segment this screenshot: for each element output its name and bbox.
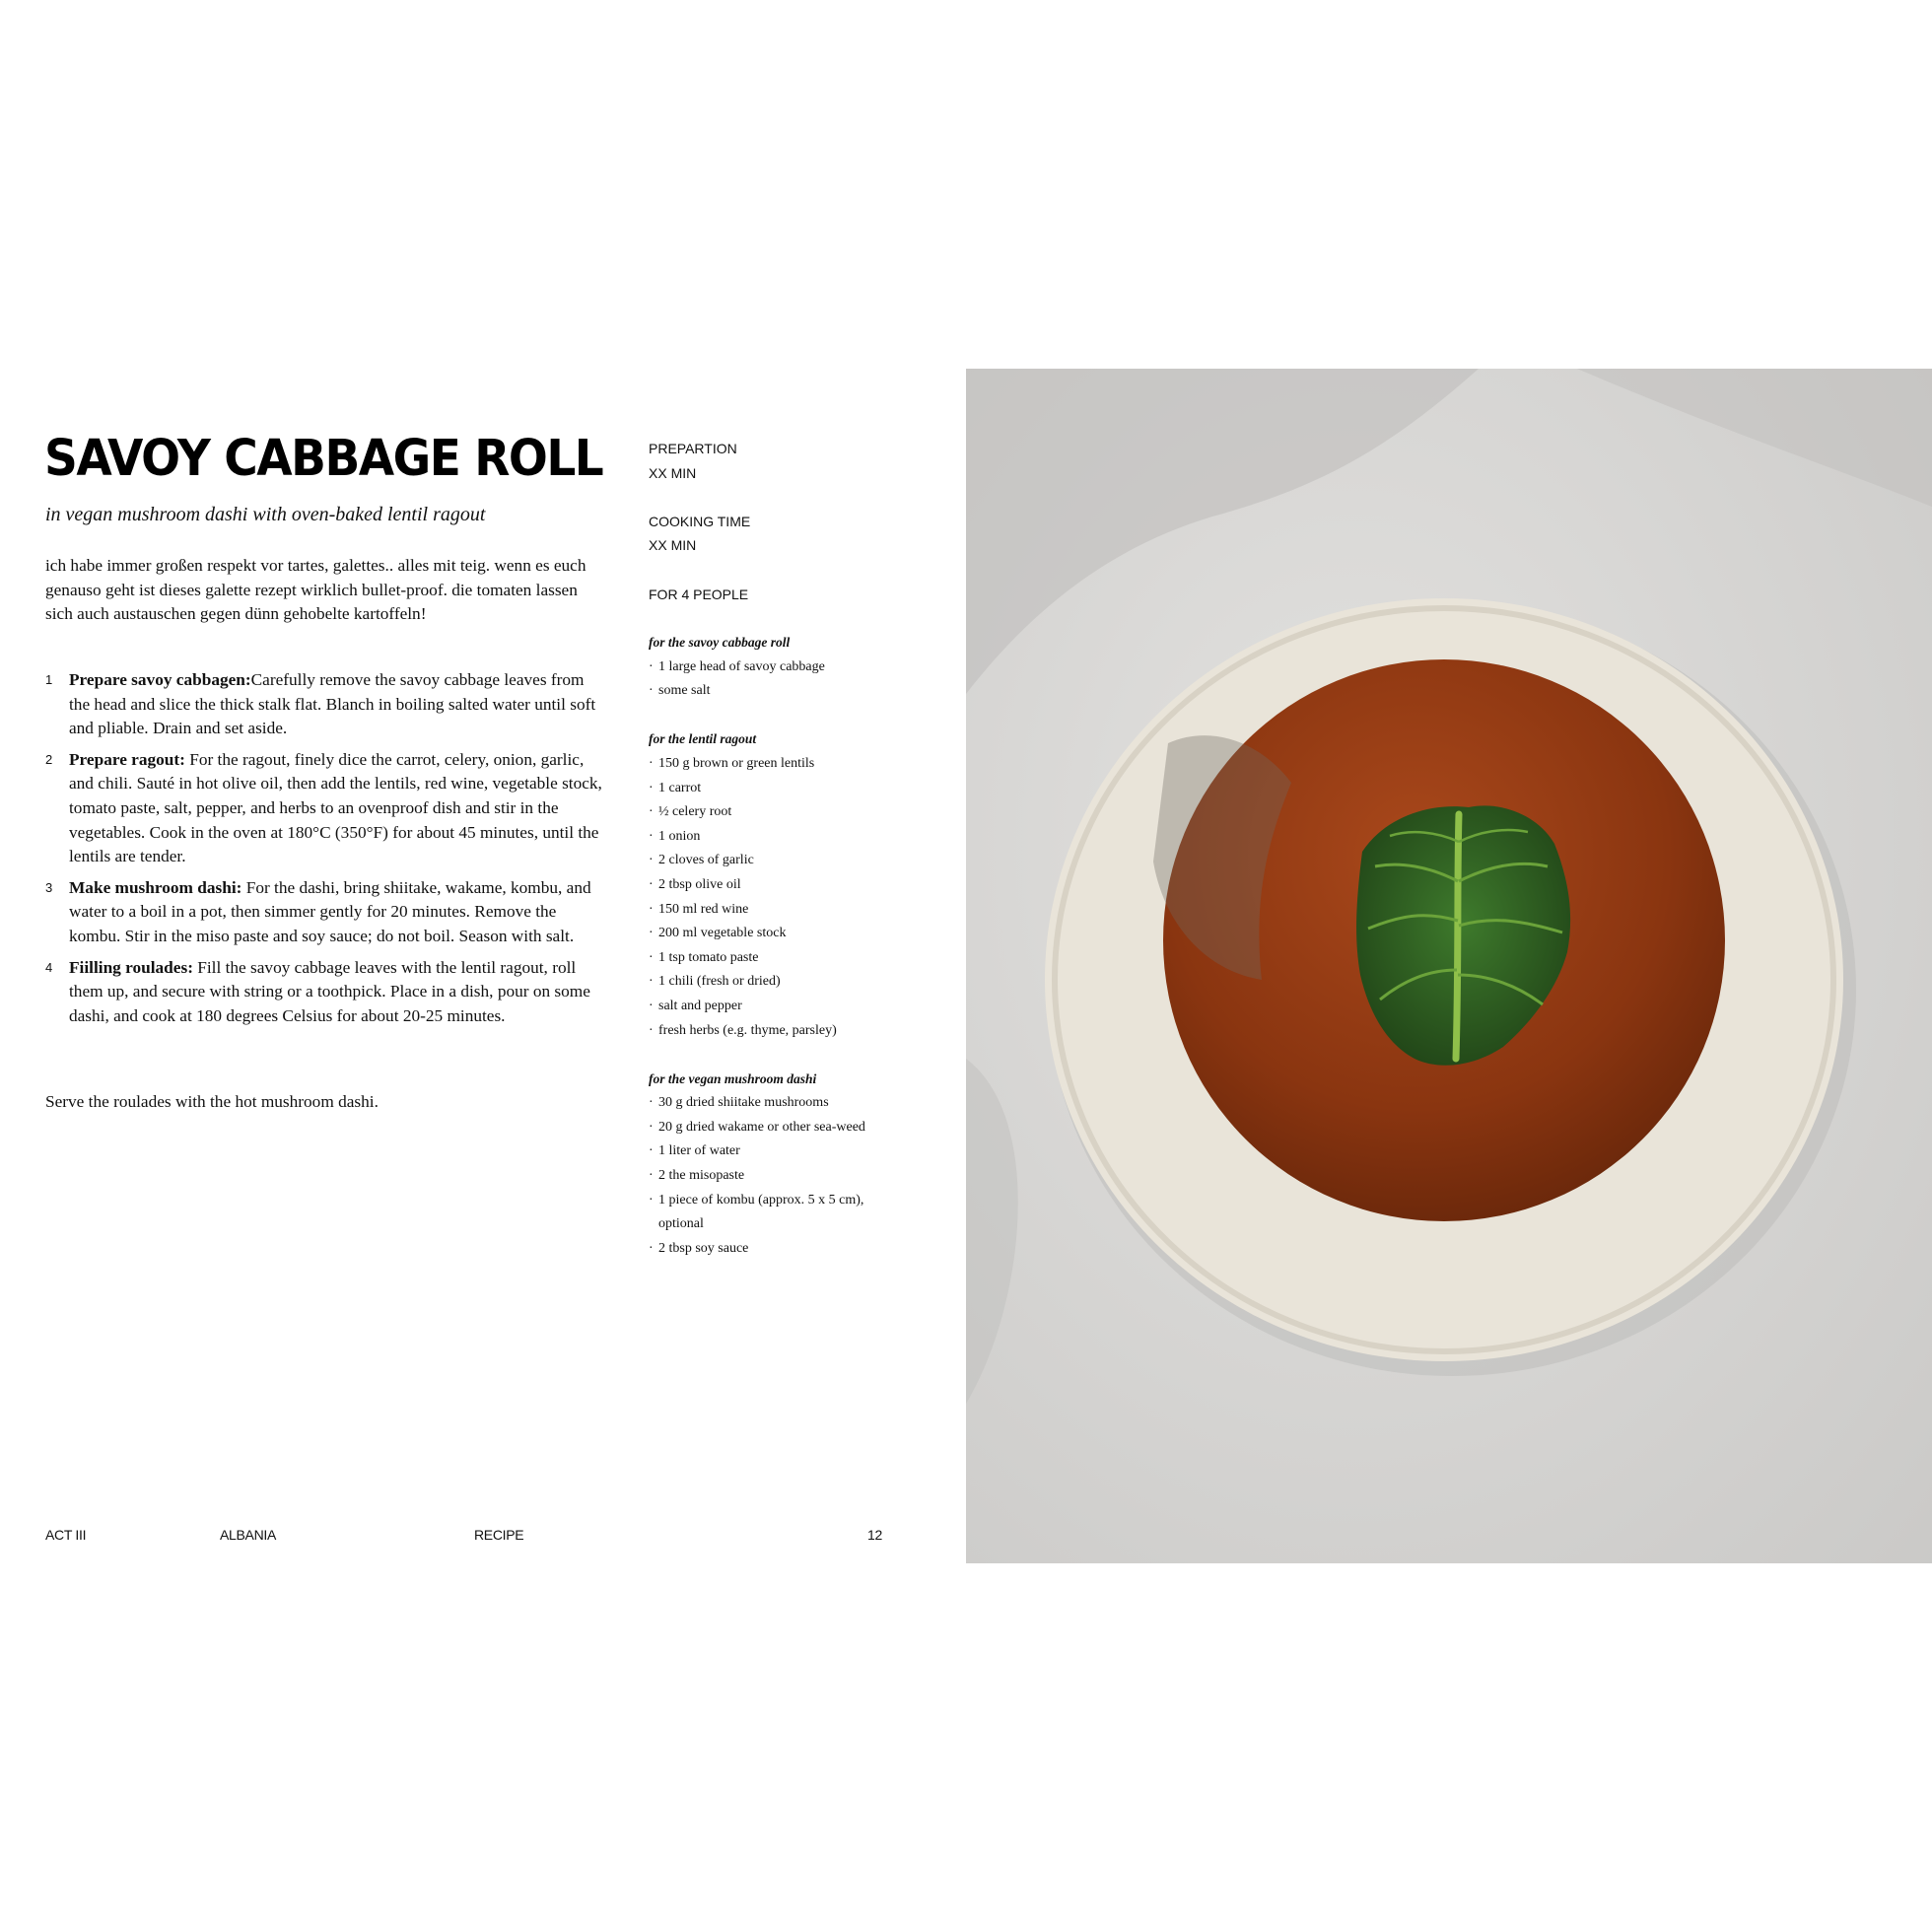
step-text: For the dashi, bring shiitake, wakame, kombu, and water to a boil in a pot, then simmer gently for 20 minutes. Remove the kombu. Stir in the miso paste and soy sauce; do not boil. Season with salt. [69, 877, 591, 945]
cook-value: XX MIN [649, 537, 697, 554]
ingredient-item: · 2 tbsp soy sauce [649, 1237, 895, 1262]
step-title: Prepare savoy cabbagen: [69, 670, 251, 689]
ingredient-item: · 1 carrot [649, 777, 895, 801]
ingredient-item: · 200 ml vegetable stock [649, 922, 895, 946]
savoy-cabbage-roll-photo [966, 369, 1932, 1563]
ingredient-item: · 150 g brown or green lentils [649, 752, 895, 777]
ingredient-group-heading: for the vegan mushroom dashi [649, 1070, 817, 1086]
page-number: 12 [867, 1527, 882, 1543]
ingredient-item: · 2 tbsp olive oil [649, 873, 895, 898]
ingredient-group-heading: for the lentil ragout [649, 731, 757, 747]
ingredient-item: · 150 ml red wine [649, 898, 895, 923]
ingredient-item: · fresh herbs (e.g. thyme, parsley) [649, 1019, 895, 1044]
recipe-subtitle: in vegan mushroom dashi with oven-baked lentil ragout [45, 504, 486, 525]
photo-svg [966, 369, 1932, 1563]
ingredient-item: · salt and pepper [649, 995, 895, 1019]
step-title: Make mushroom dashi: [69, 877, 242, 897]
ingredient-item: · ½ celery root [649, 800, 895, 825]
recipe-step [45, 876, 607, 949]
prep-value: XX MIN [649, 464, 697, 481]
footer-act: ACT III [45, 1527, 87, 1543]
ingredient-item: · 1 liter of water [649, 1139, 895, 1164]
ingredient-group [649, 631, 895, 704]
recipe-step [45, 668, 607, 741]
recipe-page [0, 365, 966, 1565]
recipe-step [45, 748, 607, 869]
ingredient-item: · 2 cloves of garlic [649, 849, 895, 873]
step-text: For the ragout, finely dice the carrot, celery, onion, garlic, and chili. Sauté in hot olive oil, then add the lentils, red wine, vegetable stock, tomato paste, salt, pepper, and herbs to an ovenproof dish and stir in the vegetables. Cook in the oven at 180°C (350°F) for about 45 minutes, until the lentils are tender. [69, 749, 602, 866]
ingredient-item: · 1 onion [649, 825, 895, 850]
recipe-title: SAVOY CABBAGE ROLL [44, 429, 603, 489]
footer-country: ALBANIA [220, 1527, 277, 1543]
recipe-steps [45, 668, 607, 1035]
cook-label: COOKING TIME [649, 513, 751, 529]
ingredient-group [649, 727, 895, 1043]
footer-section: RECIPE [474, 1527, 524, 1543]
ingredient-item: · 2 the misopaste [649, 1164, 895, 1189]
step-text: Fill the savoy cabbage leaves with the lentil ragout, roll them up, and secure with string or a toothpick. Place in a dish, pour on some dashi, and cook at 180 degrees Celsius for about 20-25 minutes. [69, 957, 590, 1025]
step-text: Carefully remove the savoy cabbage leaves from the head and slice the thick stalk flat. Blanch in boiling salted water until soft and pliable. Drain and set aside. [69, 670, 596, 738]
ingredient-item: · 30 g dried shiitake mushrooms [649, 1091, 895, 1116]
ingredient-item: · 1 large head of savoy cabbage [649, 656, 895, 680]
step-title: Fiilling roulades: [69, 957, 193, 977]
ingredient-group-heading: for the savoy cabbage roll [649, 635, 791, 650]
recipe-step [45, 956, 607, 1029]
ingredient-group [649, 1068, 895, 1262]
step-number: 1 [45, 672, 53, 687]
ingredient-item: · 20 g dried wakame or other sea-weed [649, 1116, 895, 1140]
ingredient-item: · some salt [649, 679, 895, 704]
ingredients [649, 631, 895, 1285]
recipe-intro: ich habe immer großen respekt vor tartes, galettes.. alles mit teig. wenn es euch genauso geht ist dieses galette rezept wirklich bullet-proof. die tomaten lassen sich auch austauschen gegen dünn gehobelte kartoffeln! [45, 556, 586, 624]
step-number: 2 [45, 751, 53, 767]
step-title: Prepare ragout: [69, 749, 185, 769]
servings: FOR 4 PEOPLE [649, 586, 749, 602]
ingredient-item: · 1 tsp tomato paste [649, 946, 895, 971]
step-number: 4 [45, 959, 53, 975]
prep-label: PREPARTION [649, 441, 737, 456]
ingredient-item: · 1 piece of kombu (approx. 5 x 5 cm), optional [649, 1189, 895, 1237]
ingredient-item: · 1 chili (fresh or dried) [649, 970, 895, 995]
recipe-meta [649, 437, 750, 631]
serving-note: Serve the roulades with the hot mushroom dashi. [45, 1092, 379, 1111]
step-number: 3 [45, 879, 53, 895]
